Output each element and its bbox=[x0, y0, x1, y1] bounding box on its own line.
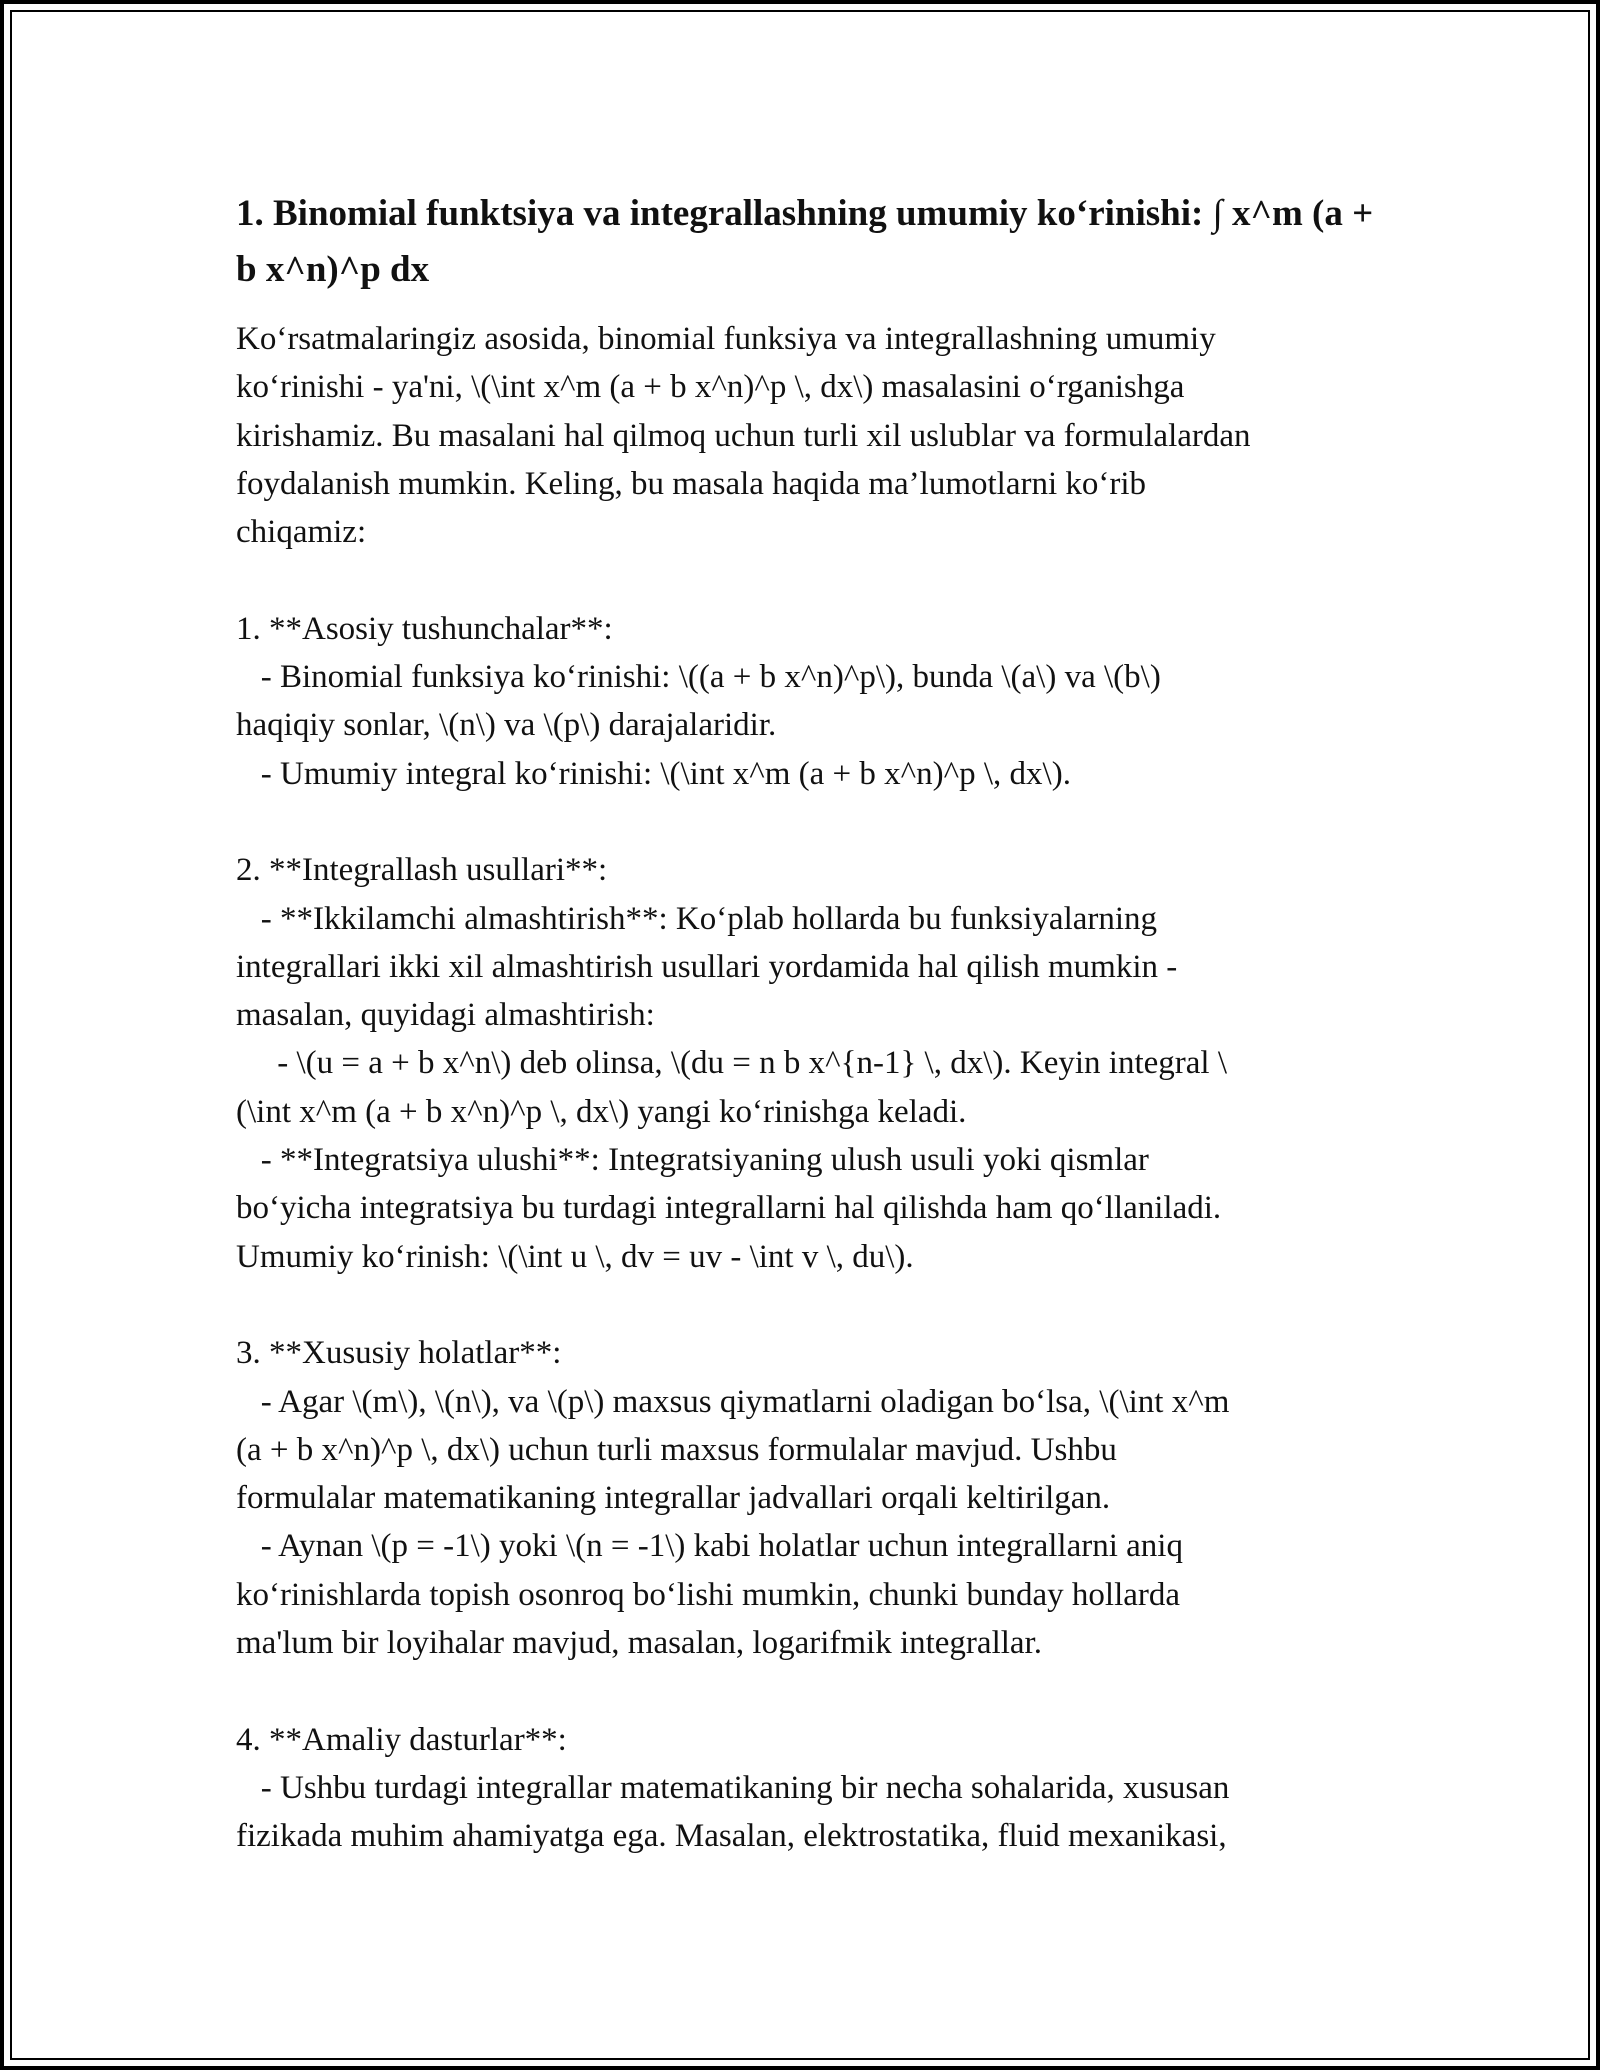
body-line: foydalanish mumkin. Keling, bu masala haqida ma’lumotlarni ko‘rib bbox=[236, 465, 1147, 502]
body-line: 2. **Integrallash usullari**: bbox=[236, 852, 608, 889]
body-line: - Binomial funksiya ko‘rinishi: \((a + b x^n)^p\), bunda \(a\) va \(b\) bbox=[236, 659, 1161, 696]
document-body bbox=[236, 315, 1376, 1861]
body-line: Ko‘rsatmalaringiz asosida, binomial funksiya va integrallashning umumiy bbox=[236, 321, 1216, 357]
body-line: - \(u = a + b x^n\) deb olinsa, \(du = n b x^{n-1} \, dx\). Keyin integral \ bbox=[236, 1045, 1227, 1082]
body-line: formulalar matematikaning integrallar jadvallari orqali keltirilgan. bbox=[236, 1480, 1111, 1517]
body-line: ko‘rinishlarda topish osonroq bo‘lishi mumkin, chunki bunday hollarda bbox=[236, 1576, 1181, 1613]
body-line: integrallari ikki xil almashtirish usullari yordamida hal qilish mumkin - bbox=[236, 948, 1178, 985]
body-line bbox=[236, 798, 1376, 846]
body-line: (a + b x^n)^p \, dx\) uchun turli maxsus formulalar mavjud. Ushbu bbox=[236, 1431, 1117, 1468]
body-line: 1. **Asosiy tushunchalar**: bbox=[236, 610, 613, 647]
body-line: 3. **Xususiy holatlar**: bbox=[236, 1335, 562, 1372]
body-line bbox=[236, 556, 1376, 604]
body-line: 4. **Amaliy dasturlar**: bbox=[236, 1721, 567, 1758]
body-line: - **Integratsiya ulushi**: Integratsiyaning ulush usuli yoki qismlar bbox=[236, 1142, 1149, 1179]
document-content bbox=[236, 186, 1376, 1861]
body-line: Umumiy ko‘rinish: \(\int u \, dv = uv - \int v \, du\). bbox=[236, 1238, 914, 1275]
body-line: - **Ikkilamchi almashtirish**: Ko‘plab hollarda bu funksiyalarning bbox=[236, 900, 1158, 937]
body-line: chiqamiz: bbox=[236, 514, 367, 551]
body-line: haqiqiy sonlar, \(n\) va \(p\) darajalaridir. bbox=[236, 707, 777, 744]
body-line: ma'lum bir loyihalar mavjud, masalan, logarifmik integrallar. bbox=[236, 1625, 1042, 1662]
body-line: - Ushbu turdagi integrallar matematikaning bir necha sohalarida, xususan bbox=[236, 1769, 1230, 1806]
body-line: fizikada muhim ahamiyatga ega. Masalan, elektrostatika, fluid mexanikasi, bbox=[236, 1818, 1227, 1855]
body-line: (\int x^m (a + b x^n)^p \, dx\) yangi ko‘rinishga keladi. bbox=[236, 1093, 967, 1130]
body-line: - Umumiy integral ko‘rinishi: \(\int x^m (a + b x^n)^p \, dx\). bbox=[236, 755, 1071, 792]
body-line: masalan, quyidagi almashtirish: bbox=[236, 997, 655, 1034]
body-line: bo‘yicha integratsiya bu turdagi integrallarni hal qilishda ham qo‘llaniladi. bbox=[236, 1190, 1222, 1227]
body-line: kirishamiz. Bu masalani hal qilmoq uchun turli xil uslublar va formulalardan bbox=[236, 417, 1251, 454]
body-line bbox=[236, 1281, 1376, 1329]
body-line: - Agar \(m\), \(n\), va \(p\) maxsus qiymatlarni oladigan bo‘lsa, \(\int x^m bbox=[236, 1383, 1230, 1420]
body-line: ko‘rinishi - ya'ni, \(\int x^m (a + b x^n)^p \, dx\) masalasini o‘rganishga bbox=[236, 369, 1185, 406]
body-line bbox=[236, 1667, 1376, 1715]
body-line: - Aynan \(p = -1\) yoki \(n = -1\) kabi holatlar uchun integrallarni aniq bbox=[236, 1528, 1183, 1565]
document-title: 1. Binomial funktsiya va integrallashning umumiy ko‘rinishi: ∫ x^m (a + b x^n)^p dx bbox=[236, 193, 1374, 290]
